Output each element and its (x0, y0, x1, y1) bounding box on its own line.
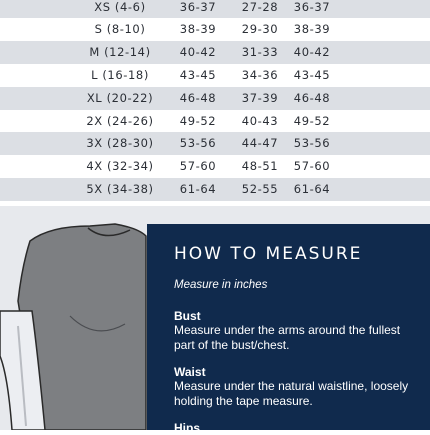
bust-cell: 43-45 (179, 67, 217, 82)
bust-cell: 61-64 (179, 182, 217, 197)
hips-heading: Hips (174, 421, 201, 435)
table-row (0, 64, 430, 87)
hip-cell: 61-64 (293, 182, 331, 197)
table-row (0, 87, 430, 110)
panel-title: HOW TO MEASURE (174, 244, 363, 264)
hip-cell: 53-56 (293, 136, 331, 151)
waist-description: Measure under the natural waistline, loosely holding the tape measure. (174, 379, 409, 408)
bust-cell: 38-39 (179, 22, 217, 36)
bust-cell: 46-48 (179, 90, 217, 105)
waist-cell: 44-47 (241, 136, 279, 151)
bust-cell: 36-37 (179, 0, 217, 14)
table-row (0, 110, 430, 133)
size-cell: 4X (32-34) (86, 159, 154, 174)
bust-description: Measure under the arms around the fullest part of the bust/chest. (174, 323, 401, 352)
waist-cell: 48-51 (241, 159, 279, 174)
size-cell: L (16-18) (91, 67, 149, 82)
how-to-measure-panel (147, 224, 430, 435)
table-row (0, 132, 430, 155)
bust-cell: 53-56 (179, 136, 217, 151)
size-cell: M (12-14) (89, 44, 151, 59)
waist-cell: 27-28 (241, 0, 279, 14)
table-row (0, 178, 430, 201)
bust-heading: Bust (174, 309, 201, 323)
waist-cell: 40-43 (241, 113, 279, 128)
bust-cell: 49-52 (179, 113, 217, 128)
bust-cell: 57-60 (179, 159, 217, 174)
waist-cell: 37-39 (241, 90, 279, 105)
waist-cell: 34-36 (241, 67, 279, 82)
measure-guide-section (0, 206, 430, 435)
hip-cell: 40-42 (293, 44, 331, 59)
size-cell: XL (20-22) (86, 90, 154, 105)
panel-subtitle: Measure in inches (174, 279, 268, 291)
waist-heading: Waist (174, 365, 206, 379)
bust-cell: 40-42 (179, 44, 217, 59)
table-row (0, 41, 430, 64)
size-cell: 5X (34-38) (86, 182, 154, 197)
hip-cell: 36-37 (293, 0, 331, 14)
hip-cell: 46-48 (293, 90, 331, 105)
waist-cell: 31-33 (241, 44, 279, 59)
hip-cell: 49-52 (293, 113, 331, 128)
hip-cell: 38-39 (293, 22, 331, 36)
size-cell: 3X (28-30) (86, 136, 154, 151)
table-row (0, 0, 430, 18)
size-cell: XS (4-6) (94, 0, 146, 14)
size-cell: S (8-10) (94, 22, 146, 36)
hip-cell: 43-45 (293, 67, 331, 82)
table-row (0, 155, 430, 178)
waist-cell: 29-30 (241, 22, 279, 36)
size-chart-table (0, 0, 430, 201)
size-cell: 2X (24-26) (86, 113, 154, 128)
waist-cell: 52-55 (241, 182, 279, 197)
shirt-figure-illustration (0, 206, 160, 430)
table-row (0, 18, 430, 41)
hip-cell: 57-60 (293, 159, 331, 174)
